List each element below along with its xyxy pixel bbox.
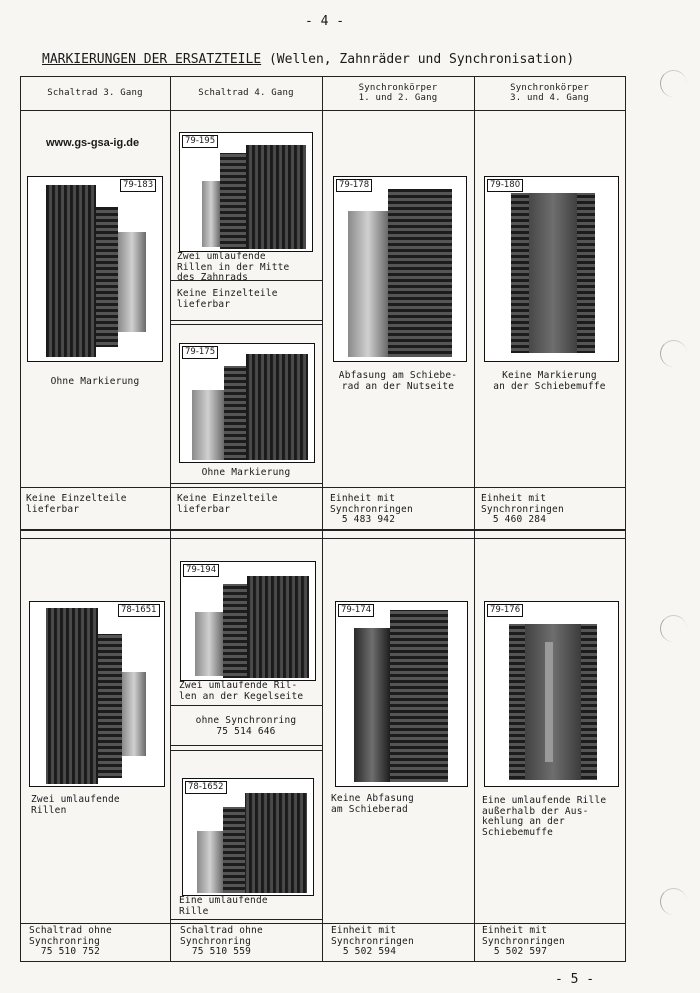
photo-label: 79-174: [338, 604, 374, 617]
gear-photo: [29, 601, 165, 787]
footer-note: Einheit mit Synchronringen 5 483 942: [330, 493, 413, 525]
photo-caption: Zwei umlaufende Rillen in der Mitte des Zahnrads: [177, 251, 290, 283]
footer-note: Schaltrad ohne Synchronring 75 510 559: [180, 925, 263, 957]
photo-caption: Eine umlaufende Rille: [179, 895, 268, 917]
title-main: MARKIERUNGEN DER ERSATZTEILE: [42, 52, 262, 67]
footer-note: Schaltrad ohne Synchronring 75 510 752: [29, 925, 112, 957]
photo-label: 79-183: [120, 179, 156, 192]
photo-caption: Eine umlaufende Rille außerhalb der Aus- kehlung an der Schiebemuffe: [482, 795, 607, 838]
website-watermark: www.gs-gsa-ig.de: [46, 137, 140, 149]
gear-photo: [182, 778, 314, 896]
synchro-photo: [484, 601, 619, 787]
part-note: Keine Einzelteile lieferbar: [177, 288, 278, 310]
column-header: Schaltrad 4. Gang: [198, 88, 294, 98]
synchro-photo: [484, 176, 619, 362]
photo-label: 79-178: [336, 179, 372, 192]
photo-caption: Abfasung am Schiebe- rad an der Nutseite: [338, 370, 458, 392]
page-number-bottom: - 5 -: [555, 972, 595, 987]
photo-caption: Ohne Markierung: [50, 376, 140, 387]
gear-photo: [179, 132, 313, 252]
synchro-photo: [335, 601, 468, 787]
footer-note: Keine Einzelteile lieferbar: [26, 493, 127, 515]
column-header: Schaltrad 3. Gang: [47, 88, 143, 98]
photo-label: 79-176: [487, 604, 523, 617]
photo-caption: Keine Abfasung am Schieberad: [331, 793, 414, 815]
binder-hole: [660, 888, 687, 915]
footer-note: Einheit mit Synchronringen 5 502 594: [331, 925, 414, 957]
photo-caption: Ohne Markierung: [201, 467, 291, 478]
page-number-top: - 4 -: [305, 14, 345, 29]
photo-label: 78-1652: [185, 781, 227, 794]
part-note: ohne Synchronring 75 514 646: [195, 715, 297, 737]
binder-hole: [660, 340, 687, 367]
column-header: Synchronkörper 3. und 4. Gang: [510, 83, 589, 103]
photo-label: 79-175: [182, 346, 218, 359]
photo-caption: Zwei umlaufende Rillen: [31, 794, 120, 816]
photo-label: 79-194: [183, 564, 219, 577]
footer-note: Einheit mit Synchronringen 5 460 284: [481, 493, 564, 525]
footer-note: Keine Einzelteile lieferbar: [177, 493, 278, 515]
photo-label: 79-195: [182, 135, 218, 148]
photo-label: 79-180: [487, 179, 523, 192]
footer-note: Einheit mit Synchronringen 5 502 597: [482, 925, 565, 957]
photo-label: 78-1651: [118, 604, 160, 617]
binder-hole: [660, 615, 687, 642]
synchro-photo: [333, 176, 467, 362]
column-header: Synchronkörper 1. und 2. Gang: [358, 83, 438, 103]
gear-photo: [179, 343, 315, 463]
photo-caption: Keine Markierung an der Schiebemuffe: [493, 370, 606, 392]
gear-photo: [27, 176, 163, 362]
page-title: [42, 52, 574, 67]
photo-caption: Zwei umlaufende Ril- len an der Kegelseite: [179, 680, 304, 702]
title-sub: (Wellen, Zahnräder und Synchronisation): [268, 52, 575, 67]
binder-hole: [660, 70, 687, 97]
gear-photo: [180, 561, 316, 681]
